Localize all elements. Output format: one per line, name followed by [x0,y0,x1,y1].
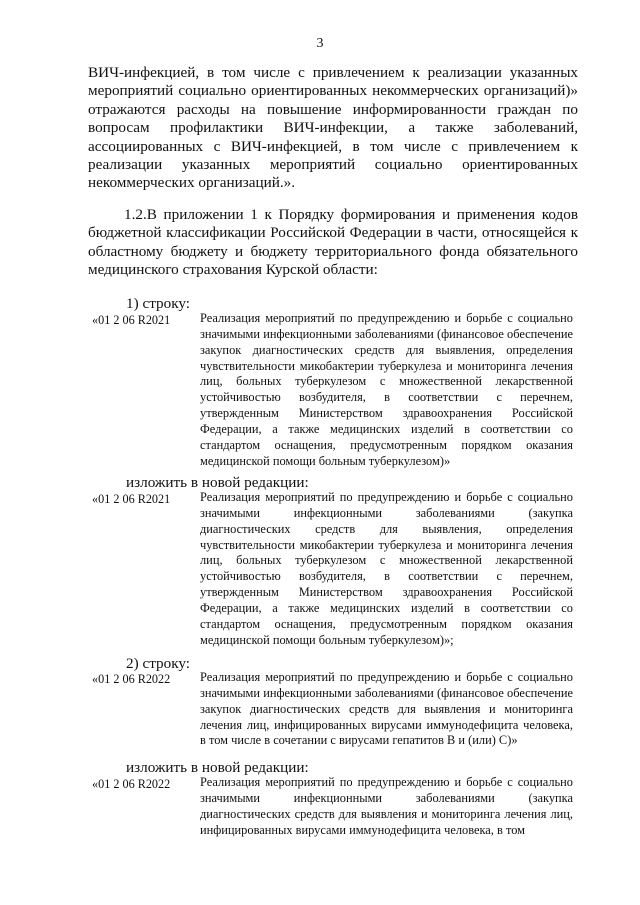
item-1-old-text: Реализация мероприятий по предупреждению и борьбе с социально значимыми инфекционными заболеваниями (финансовое обеспечение закупок диагностических средств для выявления, определения чувствительности микобактерии туберкулеза и мониторинга лечения лиц, больных туберкулезом с множественной лекарственной устойчивостью возбудителя, в соответствии с перечнем, утвержденным Министерством здравоохранения Российской Федерации, а также медицинских изделий в соответствии со стандартом оснащения, предусмотренным порядком оказания медицинской помощи больным туберкулезом)» [200,311,573,468]
section-paragraph: 1.2.В приложении 1 к Порядку формирования и применения кодов бюджетной классификации Российской Федерации в части, относящейся к областному бюджету и бюджету территориального фонда обязательного медицинского страхования Курской области: [88,206,578,279]
item-1-new-code: «01 2 06 R2021 [92,492,171,506]
page-number: 3 [316,36,324,51]
item-2-heading: 2) строку: [126,655,190,672]
item-1-heading: 1) строку: [126,295,190,312]
item-2-new-heading: изложить в новой редакции: [126,759,309,776]
item-2-old-code: «01 2 06 R2022 [92,672,171,686]
item-1-new-text: Реализация мероприятий по предупреждению и борьбе с социально значимыми инфекционными заболеваниями (закупка диагностических средств для выявления, определения чувствительности микобактерии туберкулеза и мониторинга лечения лиц, больных туберкулезом с множественной лекарственной устойчивостью возбудителя, в соответствии с перечнем, утвержденным Министерством здравоохранения Российской Федерации, а также медицинских изделий в соответствии со стандартом оснащения, предусмотренным порядком оказания медицинской помощи больным туберкулезом)»; [200,490,573,647]
item-1-old-code: «01 2 06 R2021 [92,313,171,327]
item-1-new-heading: изложить в новой редакции: [126,474,309,491]
item-2-new-text: Реализация мероприятий по предупреждению и борьбе с социально значимыми инфекционными заболеваниями (закупка диагностических средств для выявления и мониторинга лечения лиц, инфицированных вирусами иммунодефицита человека, в том [200,775,573,837]
item-2-new-code: «01 2 06 R2022 [92,777,171,791]
intro-paragraph: ВИЧ-инфекцией, в том числе с привлечением к реализации указанных мероприятий социально ориентированных некоммерческих организаций)» отражаются расходы на повышение информированности граждан по вопросам профилактики ВИЧ-инфекции, а также заболеваний, ассоциированных с ВИЧ-инфекцией, в том числе с привлечением к реализации указанных мероприятий социально ориентированных некоммерческих организаций.». [88,64,578,192]
item-2-old-text: Реализация мероприятий по предупреждению и борьбе с социально значимыми инфекционными заболеваниями (финансовое обеспечение закупок диагностических средств для выявления и мониторинга лечения лиц, инфицированных вирусами иммунодефицита человека, в том числе в сочетании с вирусами гепатитов B и (или) C)» [200,670,573,748]
